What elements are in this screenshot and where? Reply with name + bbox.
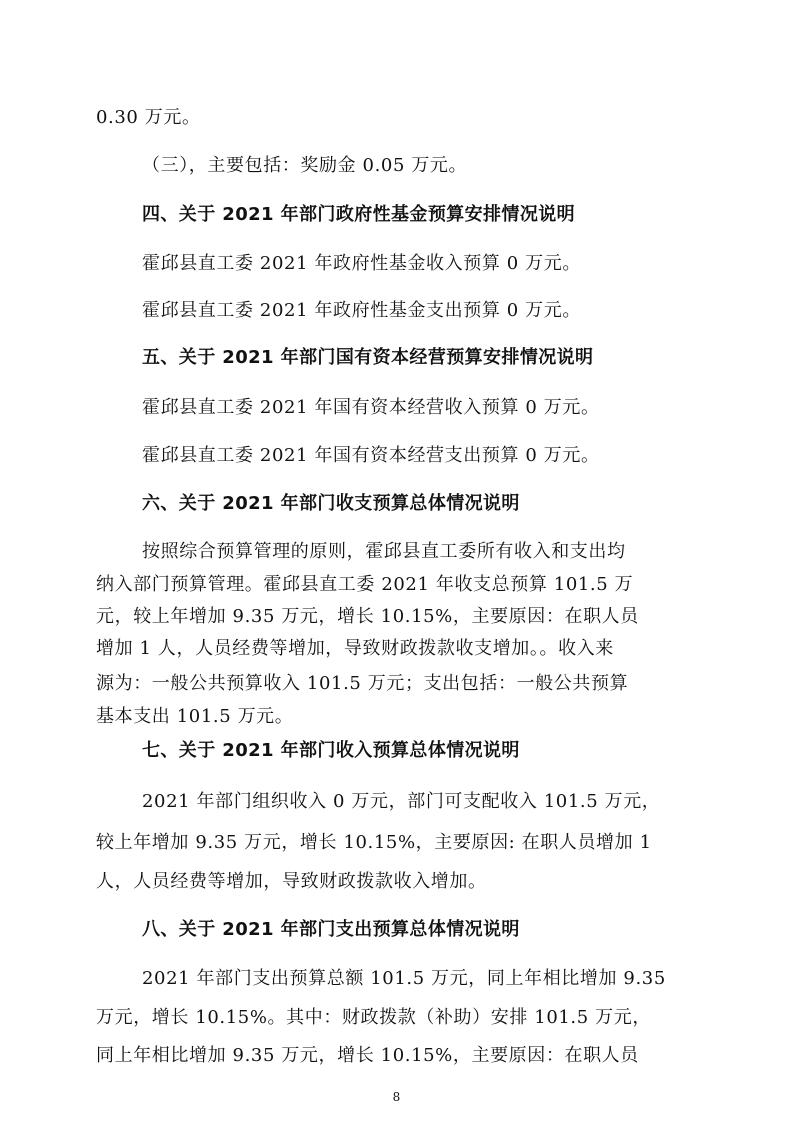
paragraph-line: 2021 年部门组织收入 0 万元，部门可支配收入 101.5 万元， (142, 791, 661, 812)
paragraph-line: 元，较上年增加 9.35 万元，增长 10.15%，主要原因：在职人员 (96, 606, 639, 627)
paragraph-line: 增加 1 人，人员经费等增加，导致财政拨款收支增加。。收入来 (96, 638, 614, 659)
paragraph-line: 较上年增加 9.35 万元，增长 10.15%，主要原因: 在职人员增加 1 (96, 832, 652, 853)
paragraph-line: 0.30 万元。 (96, 107, 201, 128)
paragraph-line: 万元，增长 10.15%。其中：财政拨款（补助）安排 101.5 万元， (96, 1007, 651, 1028)
paragraph-line: 纳入部门预算管理。霍邱县直工委 2021 年收支总预算 101.5 万 (96, 574, 634, 595)
paragraph-line: 2021 年部门支出预算总额 101.5 万元，同上年相比增加 9.35 (142, 968, 666, 989)
paragraph-line: 霍邱县直工委 2021 年政府性基金支出预算 0 万元。 (142, 300, 581, 321)
section-heading: 五、关于 2021 年部门国有资本经营预算安排情况说明 (142, 347, 594, 368)
paragraph-line: （三），主要包括：奖励金 0.05 万元。 (142, 155, 468, 176)
paragraph-line: 人，人员经费等增加，导致财政拨款收入增加。 (96, 871, 487, 892)
paragraph-line: 霍邱县直工委 2021 年政府性基金收入预算 0 万元。 (142, 253, 581, 274)
paragraph-line: 基本支出 101.5 万元。 (96, 706, 294, 727)
paragraph-line: 同上年相比增加 9.35 万元，增长 10.15%，主要原因：在职人员 (96, 1045, 639, 1066)
section-heading: 七、关于 2021 年部门收入预算总体情况说明 (142, 740, 520, 761)
section-heading: 六、关于 2021 年部门收支预算总体情况说明 (142, 493, 520, 514)
paragraph-line: 源为：一般公共预算收入 101.5 万元；支出包括：一般公共预算 (96, 673, 629, 694)
section-heading: 八、关于 2021 年部门支出预算总体情况说明 (142, 919, 520, 940)
section-heading: 四、关于 2021 年部门政府性基金预算安排情况说明 (142, 204, 576, 225)
paragraph-line: 霍邱县直工委 2021 年国有资本经营支出预算 0 万元。 (142, 445, 600, 466)
page-number: 8 (392, 1090, 401, 1104)
paragraph-line: 按照综合预算管理的原则，霍邱县直工委所有收入和支出均 (142, 541, 626, 562)
paragraph-line: 霍邱县直工委 2021 年国有资本经营收入预算 0 万元。 (142, 397, 600, 418)
